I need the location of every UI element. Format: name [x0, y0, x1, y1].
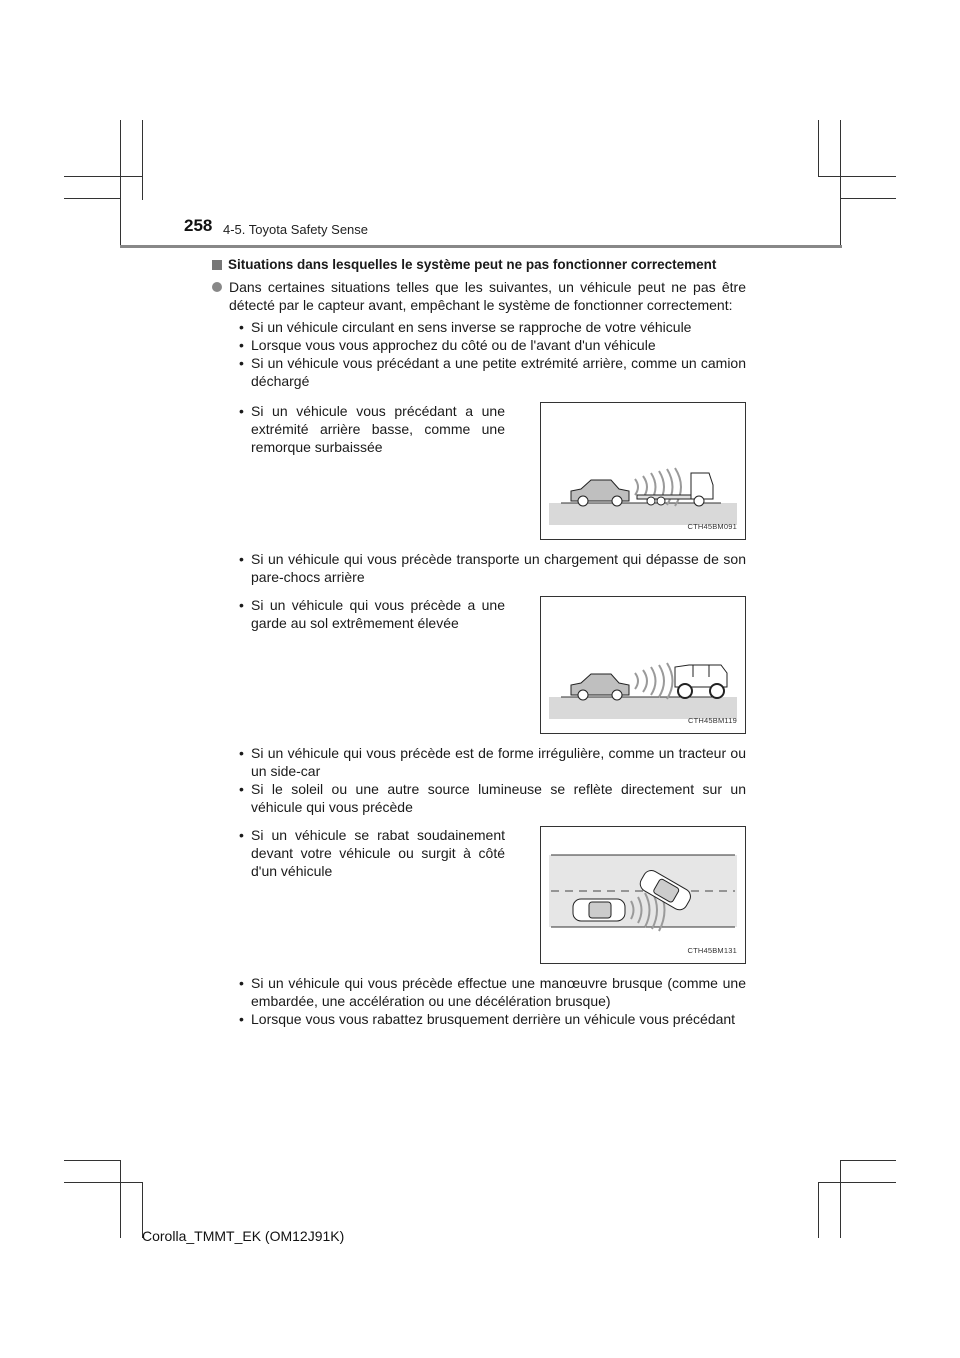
subheading-text: Situations dans lesquelles le système peut ne pas fonctionner correctement: [228, 257, 717, 272]
crop-mark: [818, 120, 819, 176]
list-item: • Si un véhicule qui vous précède est de forme irrégulière, comme un tracteur ou un side-car: [239, 745, 746, 779]
illustration-high-clearance: [540, 596, 746, 734]
figure-code: CTH45BM091: [687, 522, 737, 531]
crop-mark: [840, 198, 896, 199]
figure-row: [212, 402, 746, 540]
header-divider: [120, 245, 842, 248]
crop-mark: [818, 1182, 819, 1238]
list-item: • Si un véhicule qui vous précède transporte un chargement qui dépasse de son pare-chocs arrière: [239, 551, 746, 585]
crop-mark: [120, 120, 121, 248]
crop-mark: [142, 120, 143, 200]
bullet-list: [229, 550, 746, 586]
list-item: • Lorsque vous vous rabattez brusquement derrière un véhicule vous précédant: [239, 1011, 736, 1027]
crop-mark: [64, 1182, 142, 1183]
figure-code: CTH45BM119: [688, 716, 737, 725]
list-item: • Lorsque vous vous approchez du côté ou de l'avant d'un véhicule: [239, 337, 656, 353]
crop-mark: [64, 1160, 120, 1161]
bullet-list: [229, 318, 746, 390]
circle-bullet-icon: [212, 282, 222, 292]
bullet-list: [229, 974, 746, 1028]
crop-mark: [818, 1182, 896, 1183]
crop-mark: [120, 1160, 121, 1238]
page-content: [212, 256, 746, 1028]
crop-mark: [64, 198, 120, 199]
page-number: 258: [184, 216, 213, 235]
illustration-cut-in: [540, 826, 746, 964]
crop-mark: [840, 120, 841, 248]
square-bullet-icon: [212, 260, 222, 270]
subheading: [212, 256, 746, 274]
list-item: • Si un véhicule vous précédant a une extrémité arrière basse, comme une remorque surbaissée: [239, 403, 505, 455]
illustration-low-trailer: [540, 402, 746, 540]
list-item: • Si un véhicule se rabat soudainement devant votre véhicule ou surgit à côté d'un véhicule: [239, 827, 505, 879]
intro-item: [212, 278, 746, 314]
crop-mark: [840, 1160, 896, 1161]
section-title: 4-5. Toyota Safety Sense: [223, 222, 369, 237]
list-item: • Si un véhicule qui vous précède effectue une manœuvre brusque (comme une embardée, une accélération ou une décélération brusque): [239, 975, 746, 1009]
crop-mark: [64, 176, 142, 177]
figure-code: CTH45BM131: [687, 946, 737, 955]
list-item: • Si le soleil ou une autre source lumineuse se reflète directement sur un véhicule qui vous précède: [239, 781, 746, 815]
crop-mark: [840, 1160, 841, 1238]
footer-model-code: Corolla_TMMT_EK (OM12J91K): [142, 1228, 345, 1244]
list-item: • Si un véhicule circulant en sens inverse se rapproche de votre véhicule: [239, 319, 692, 335]
figure-row: [212, 596, 746, 734]
figure-row: [212, 826, 746, 964]
intro-text: Dans certaines situations telles que les suivantes, un véhicule peut ne pas être détecté par le capteur avant, empêchant le système de fonctionner correctement:: [229, 279, 746, 313]
bullet-list: [229, 744, 746, 816]
crop-mark: [818, 176, 896, 177]
list-item: • Si un véhicule qui vous précède a une garde au sol extrêmement élevée: [239, 597, 505, 631]
list-item: • Si un véhicule vous précédant a une petite extrémité arrière, comme un camion déchargé: [239, 355, 746, 389]
